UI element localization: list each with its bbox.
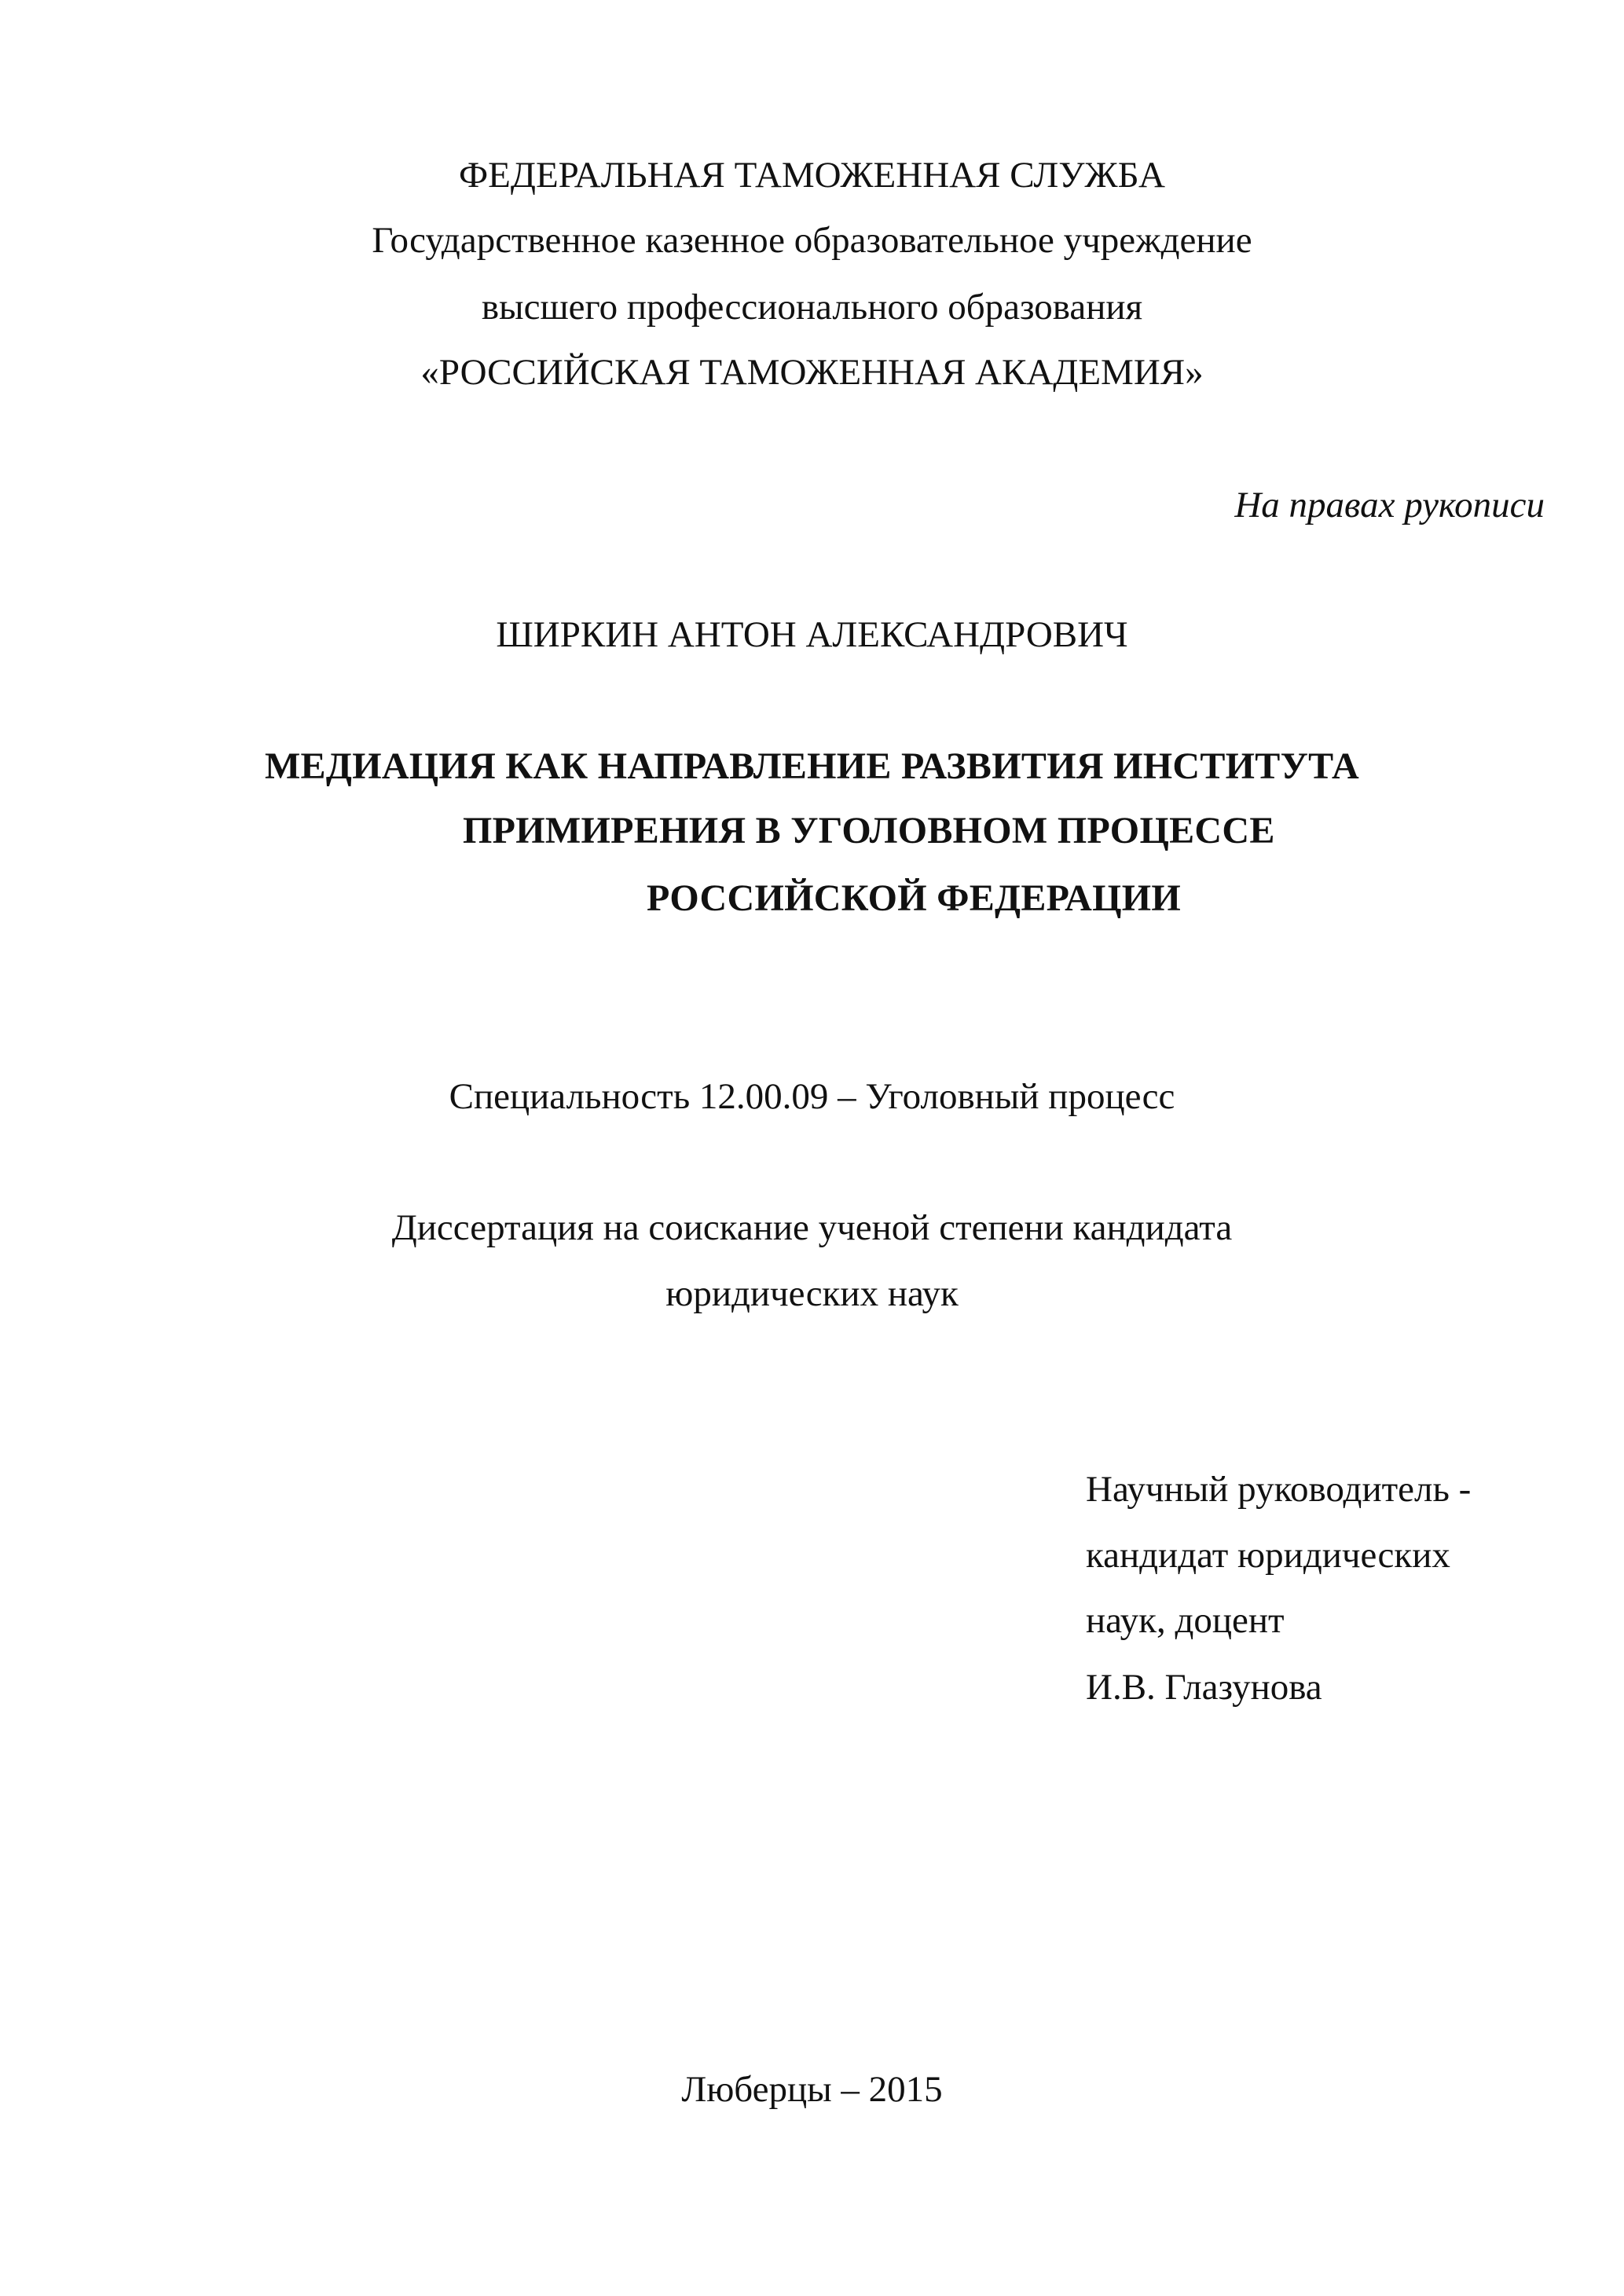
specialty: Специальность 12.00.09 – Уголовный процесс: [449, 1076, 1175, 1117]
supervisor-title: наук, доцент: [1086, 1600, 1285, 1641]
city-year: Люберцы – 2015: [681, 2069, 943, 2110]
dissertation-title-line-3: РОССИЙСКОЙ ФЕДЕРАЦИИ: [647, 877, 1182, 919]
degree-line-1: Диссертация на соискание ученой степени кандидата: [391, 1207, 1233, 1248]
dissertation-title-line-2: ПРИМИРЕНИЯ В УГОЛОВНОМ ПРОЦЕССЕ: [463, 810, 1275, 851]
supervisor-degree: кандидат юридических: [1086, 1535, 1450, 1576]
institution-name: «РОССИЙСКАЯ ТАМОЖЕННАЯ АКАДЕМИЯ»: [420, 352, 1204, 393]
dissertation-title-line-1: МЕДИАЦИЯ КАК НАПРАВЛЕНИЕ РАЗВИТИЯ ИНСТИТУТА: [264, 745, 1360, 787]
degree-line-2: юридических наук: [665, 1273, 959, 1314]
institution-type: Государственное казенное образовательное учреждение: [372, 220, 1252, 261]
institution-federal-service: ФЕДЕРАЛЬНАЯ ТАМОЖЕННАЯ СЛУЖБА: [459, 155, 1165, 196]
manuscript-note: На правах рукописи: [1234, 485, 1545, 525]
supervisor-label: Научный руководитель -: [1086, 1469, 1472, 1510]
institution-level: высшего профессионального образования: [481, 287, 1143, 328]
author-name: ШИРКИН АНТОН АЛЕКСАНДРОВИЧ: [496, 614, 1128, 655]
supervisor-name: И.В. Глазунова: [1086, 1667, 1322, 1708]
